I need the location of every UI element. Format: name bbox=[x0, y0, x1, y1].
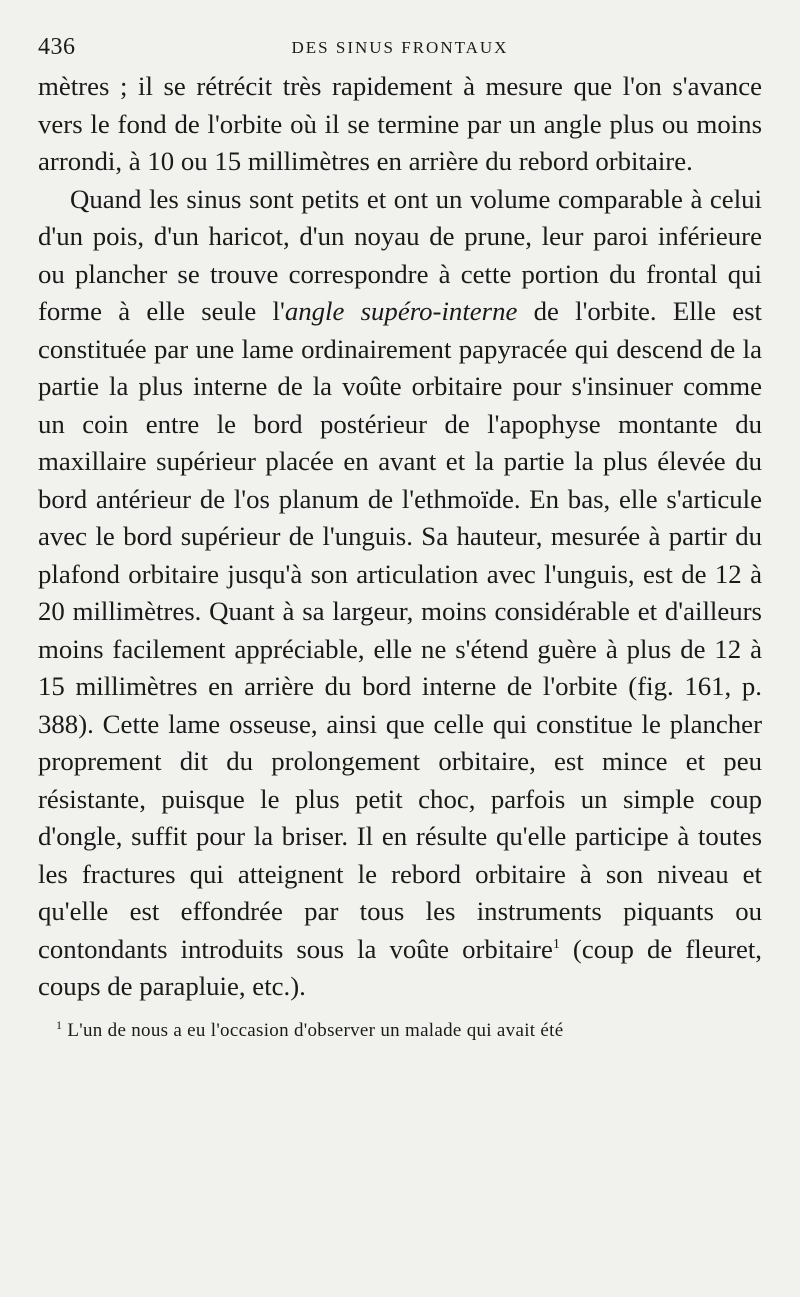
page-number: 436 bbox=[38, 34, 76, 60]
footnote bbox=[38, 1018, 762, 1044]
footnote-text: L'un de nous a eu l'occasion d'observer un malade qui avait été bbox=[62, 1019, 564, 1041]
paragraph-2 bbox=[38, 181, 762, 1006]
paragraph-2-text-a: Quand les sinus sont petits et ont un volume comparable à celui d'un pois, d'un haricot, d'un noyau de prune, leur paroi inférieure ou plancher se trouve correspondre à cette portion du frontal qui forme à elle seule l' bbox=[38, 183, 762, 326]
italic-term-angle-supero-interne: angle supéro-interne bbox=[284, 296, 518, 326]
footnote-reference: 1 bbox=[552, 936, 560, 952]
running-head bbox=[38, 30, 762, 62]
footnote-marker: 1 bbox=[56, 1017, 63, 1032]
paragraph-1: mètres ; il se rétrécit très rapidement à mesure que l'on s'avance vers le fond de l'orbite où il se termine par un angle plus ou moins arrondi, à 10 ou 15 millimètres en arrière du rebord orbitaire. bbox=[38, 71, 762, 176]
paragraph-2-text-c: (coup de fleuret, coups de parapluie, etc.). bbox=[38, 933, 762, 1001]
paragraph-2-text-b: de l'orbite. Elle est constituée par une lame ordinairement papyracée qui descend de la partie la plus interne de la voûte orbitaire pour s'insinuer comme un coin entre le bord postérieur de l'apophyse montante du maxillaire supérieur placée en avant et la partie la plus élevée du bord antérieur de l'os planum de l'ethmoïde. En bas, elle s'articule avec le bord supérieur de l'unguis. Sa hauteur, mesurée à partir du plafond orbitaire jusqu'à son articulation avec l'unguis, est de 12 à 20 millimètres. Quant à sa largeur, moins considérable et d'ailleurs moins facilement appréciable, elle ne s'étend guère à plus de 12 à 15 millimètres en arrière du bord interne de l'orbite (fig. 161, p. 388). Cette lame osseuse, ainsi que celle qui constitue le plancher proprement dit du prolongement orbitaire, est mince et peu résistante, puisque le plus petit choc, parfois un simple coup d'ongle, suffit pour la briser. Il en résulte qu'elle participe à toutes les fractures qui atteignent le rebord orbitaire à son niveau et qu'elle est effondrée par tous les instruments piquants ou contondants introduits sous la voûte orbitaire bbox=[38, 296, 762, 964]
running-title: DES SINUS FRONTAUX bbox=[291, 38, 509, 57]
body-text bbox=[38, 68, 762, 1006]
